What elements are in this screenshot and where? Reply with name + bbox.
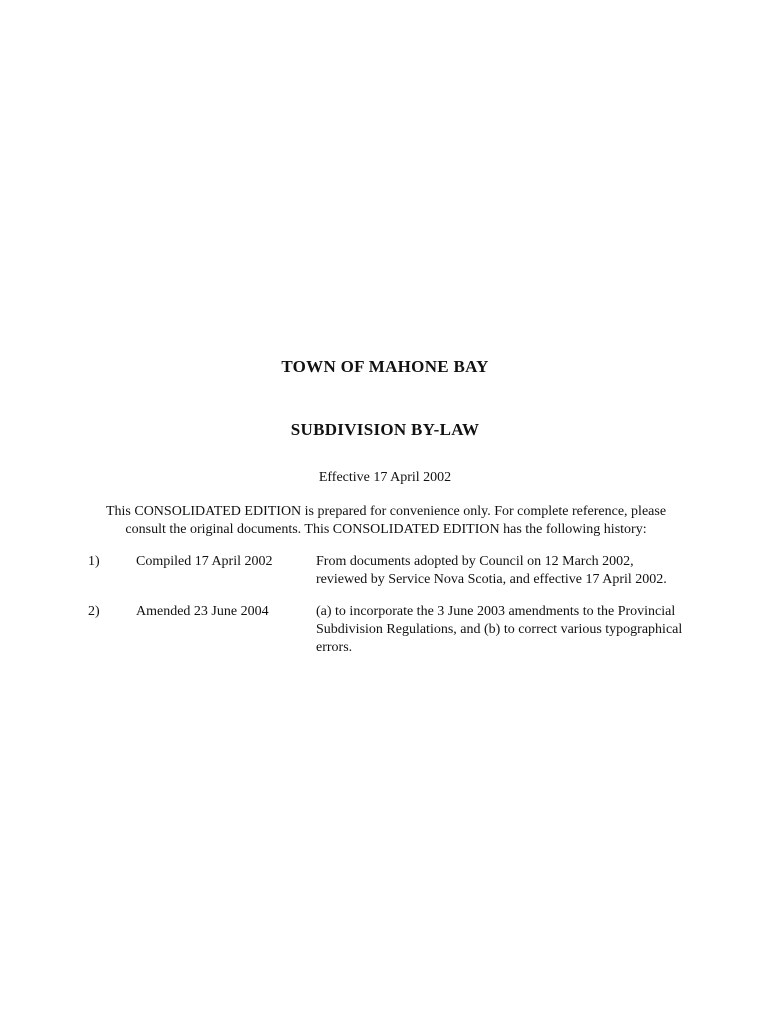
intro-paragraph: This CONSOLIDATED EDITION is prepared for convenience only. For complete reference, please consult the original documents. This CONSOLIDATED EDITION has the following history:: [105, 504, 667, 537]
history-date: Amended 23 June 2004: [136, 604, 269, 619]
document-subtitle: SUBDIVISION BY-LAW: [290, 420, 480, 439]
history-date: Compiled 17 April 2002: [136, 554, 273, 569]
history-number: 1): [88, 554, 100, 569]
history-description: (a) to incorporate the 3 June 2003 amendments to the Provincial Subdivision Regulations, and (b) to correct various typographical errors.: [316, 604, 683, 655]
history-number: 2): [88, 604, 100, 619]
document-title: TOWN OF MAHONE BAY: [281, 357, 489, 376]
history-description: From documents adopted by Council on 12 March 2002, reviewed by Service Nova Scotia, and effective 17 April 2002.: [316, 554, 667, 587]
effective-date: Effective 17 April 2002: [318, 470, 452, 485]
